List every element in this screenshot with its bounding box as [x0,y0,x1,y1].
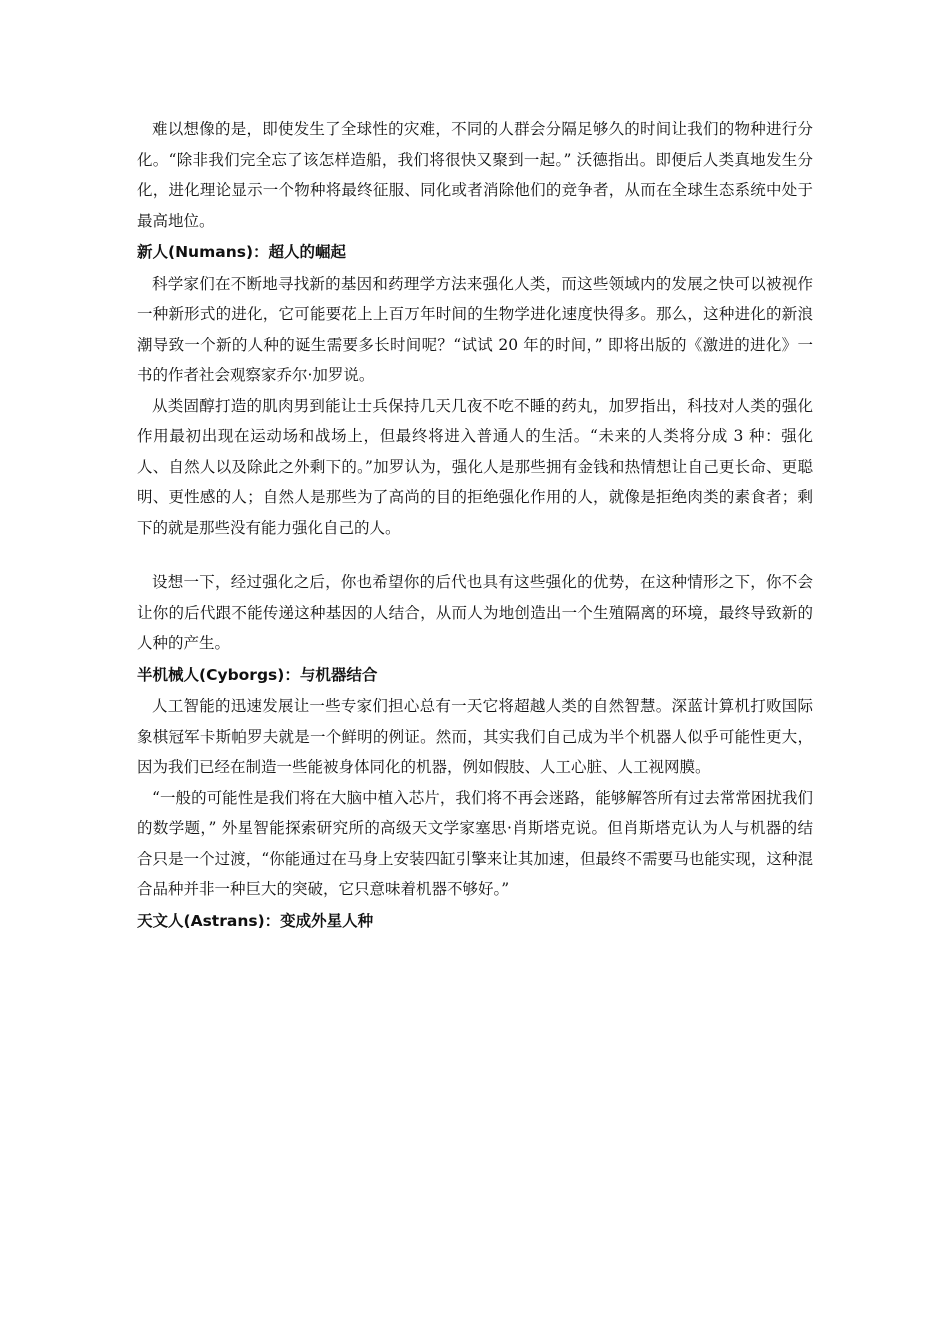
section-heading-numans: 新人(Numans)：超人的崛起 [137,243,347,261]
document-page [137,114,813,936]
section-heading-astrans: 天文人(Astrans)：变成外星人种 [137,911,374,930]
paragraph-4: 设想一下，经过强化之后，你也希望你的后代也具有这些强化的优势，在这种情形之下，你不会让你的后代跟不能传递这种基因的人结合，从而人为地创造出一个生殖隔离的环境，最终导致新的人种的产生。 [137,573,813,652]
paragraph-5: 人工智能的迅速发展让一些专家们担心总有一天它将超越人类的自然智慧。深蓝计算机打败国际象棋冠军卡斯帕罗夫就是一个鲜明的例证。然而，其实我们自己成为半个机器人似乎可能性更大，因为我们已经在制造一些能被身体同化的机器，例如假肢、人工心脏、人工视网膜。 [137,697,813,776]
blank-line [137,543,813,567]
paragraph-2: 科学家们在不断地寻找新的基因和药理学方法来强化人类，而这些领域内的发展之快可以被视作一种新形式的进化，它可能要花上上百万年时间的生物学进化速度快得多。那么，这种进化的新浪潮导致一个新的人种的诞生需要多长时间呢？“试试 20 年的时间，” 即将出版的《激进的进化》一书的作者社会观察家乔尔·加罗说。 [137,274,813,384]
paragraph-1: 难以想像的是，即使发生了全球性的灾难，不同的人群会分隔足够久的时间让我们的物种进行分化。“除非我们完全忘了该怎样造船，我们将很快又聚到一起。” 沃德指出。即便后人类真地发生分化，进化理论显示一个物种将最终征服、同化或者消除他们的竞争者，从而在全球生态系统中处于最高地位。 [137,120,813,230]
paragraph-6: “一般的可能性是我们将在大脑中植入芯片，我们将不再会迷路，能够解答所有过去常常困扰我们的数学题，” 外星智能探索研究所的高级天文学家塞思·肖斯塔克说。但肖斯塔克认为人与机器的结合只是一个过渡，“你能通过在马身上安装四缸引擎来让其加速，但最终不需要马也能实现，这种混合品种并非一种巨大的突破，它只意味着机器不够好。” [137,788,813,898]
section-heading-cyborgs: 半机械人(Cyborgs)：与机器结合 [137,665,378,684]
paragraph-3: 从类固醇打造的肌肉男到能让士兵保持几天几夜不吃不睡的药丸，加罗指出，科技对人类的强化作用最初出现在运动场和战场上，但最终将进入普通人的生活。“未来的人类将分成 3 种：强化人、自然人以及除此之外剩下的。”加罗认为，强化人是那些拥有金钱和热情想让自己更长命、更聪明、更性感的人；自然人是那些为了高尚的目的拒绝强化作用的人，就像是拒绝肉类的素食者；剩下的就是那些没有能力强化自己的人。 [137,396,813,537]
